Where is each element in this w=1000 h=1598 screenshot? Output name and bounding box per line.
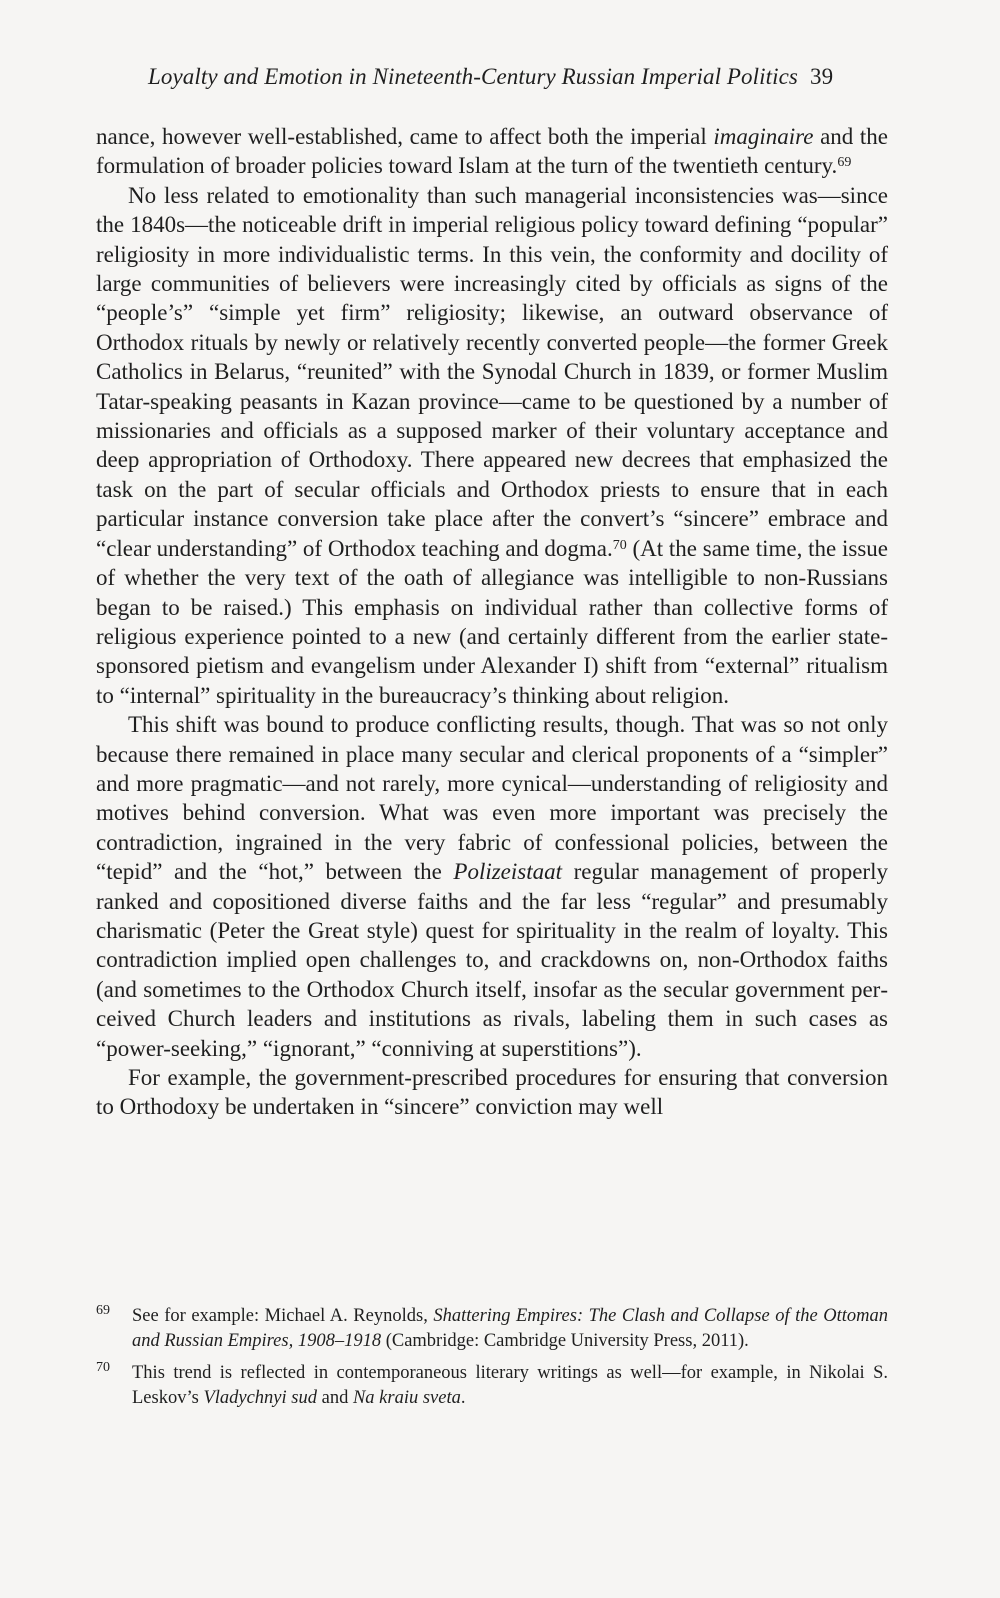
text-run: regular management of properly ranked and copositioned diverse faiths and the far less “regular” and presumably charismatic (Peter the Great style) quest for spirituality in the realm of loyalty. This contradiction implied open challenges to, and crackdowns on, non-Orthodox faiths (and sometimes to the Orthodox Church itself, insofar as the secular government perceived Church leaders and institutions as rivals, labeling them in such cases as “power-seeking,” “ignorant,” “conniving at superstitions”). <box>96 859 888 1061</box>
italic-text: imaginaire <box>713 124 814 149</box>
paragraph <box>96 122 888 181</box>
running-title: Loyalty and Emotion in Nineteenth-Century Russian Imperial Politics <box>148 64 798 89</box>
text-run: nance, however well-established, came to affect both the imperial <box>96 124 714 149</box>
running-head <box>148 64 888 90</box>
body-text <box>96 122 888 1122</box>
footnote <box>96 1361 888 1410</box>
text-run: (At the same time, the issue of whether the very text of the oath of allegiance was intelligible to non-Russians began to be raised.) This emphasis on individual rather than collective forms of religious experience pointed to a new (and certainly different from the earlier state-sponsored pietism and evangelism under Alexander I) shift from “external” ritualism to “internal” spirituality in the bureaucracy’s thinking about religion. <box>96 535 888 708</box>
paragraph <box>96 710 888 1063</box>
text-run: (Cambridge: Cambridge University Press, 2011). <box>381 1330 749 1351</box>
italic-text: Polizeistaat <box>453 859 563 885</box>
italic-text: Shattering Empires: The Clash and Collapse of the Ottoman and Russian Empires, 1908–1918 <box>132 1306 888 1351</box>
text-run: For example, the government-prescribed procedures for ensuring that conversion to Orthodoxy be undertaken in “sincere” conviction may well <box>96 1065 888 1120</box>
text-run: . <box>460 1387 466 1408</box>
paragraph <box>96 181 888 710</box>
text-run: No less related to emotionality than such managerial inconsistencies was—since the 1840s—the noticeable drift in imperial religious policy toward defining “popular” religiosity in more individualistic terms. In this vein, the conformity and docility of large communities of believers were increasingly cited by officials as signs of the “people’s” “simple yet firm” religiosity; likewise, an outward observance of Orthodox rituals by newly or relatively recently converted people—the former Greek Catholics in Belarus, “reunited” with the Synodal Church in 1839, or former Muslim Tatar-speaking peasants in Kazan province—came to be questioned by a number of missionaries and officials as a supposed marker of their voluntary acceptance and deep appropriation of Orthodoxy. There appeared new decrees that emphasized the task on the part of secular officials and Orthodox priests to ensure that in each particular instance conversion take place after the convert’s “sincere” embrace and “clear understanding” of Orthodox teaching and dogma. <box>96 182 888 561</box>
text-run: This trend is reflected in contemporaneous literary writings as well—for example, in Nikolai S. Leskov’s <box>132 1363 888 1408</box>
footnote-number: 69 <box>96 1303 110 1318</box>
italic-text: Vladychnyi sud <box>203 1387 317 1408</box>
italic-text: Na kraiu sveta <box>352 1387 461 1408</box>
footnote-reference: 69 <box>837 155 852 171</box>
text-run: This shift was bound to produce conflicting results, though. That was so not only because there remained in place many secular and clerical proponents of a “simpler” and more pragmatic—and not rarely, more cynical—understanding of religiosity and motives behind conversion. What was even more important was precisely the contradiction, ingrained in the very fabric of confessional policies, between the “tepid” and the “hot,” between the <box>96 712 888 885</box>
footnote-reference: 70 <box>612 537 627 553</box>
footnote-number: 70 <box>96 1360 110 1376</box>
text-run: See for example: Michael A. Reynolds, <box>132 1306 434 1326</box>
text-run: and the formulation of broader policies toward Islam at the turn of the twentieth century. <box>96 124 888 179</box>
text-run: and <box>316 1387 353 1408</box>
page-number: 39 <box>809 64 834 89</box>
footnote <box>96 1304 888 1353</box>
footnotes <box>96 1304 888 1418</box>
paragraph <box>96 1063 888 1122</box>
